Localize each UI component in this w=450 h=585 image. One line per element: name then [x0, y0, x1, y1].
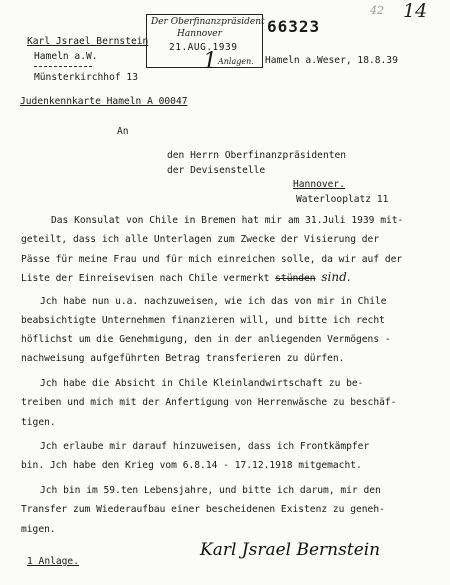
body-line: Jch bin im 59.ten Lebensjahre, und bitte ich darum, mir den — [40, 485, 381, 496]
body-line: Jch erlaube mir darauf hinzuweisen, dass ich Frontkämpfer — [40, 441, 370, 452]
body-line: beabsichtigte Unternehmen finanzieren will, und bitte ich recht — [21, 315, 385, 326]
stamp-count: 1 — [203, 49, 217, 74]
body-line: treiben und mich mit der Anfertigung von Herrenwäsche zu beschäf- — [21, 397, 397, 408]
sender-city: Hameln a.W. — [34, 51, 98, 62]
body-line: bin. Jch habe den Krieg vom 6.8.14 - 17.12.1918 mitgemacht. — [21, 460, 362, 471]
stamp-authority: Der Oberfinanzpräsident — [151, 17, 265, 27]
body-line: migen. — [21, 524, 56, 535]
id-card-line: Judenkennkarte Hameln A 00047 — [20, 96, 188, 107]
handwritten-correction: sind. — [321, 270, 351, 284]
stamp-attachments: Anlagen. — [218, 57, 254, 66]
body-line: tigen. — [21, 417, 56, 428]
body-line: Pässe für meine Frau und für mich einreichen solle, da wir auf der — [21, 254, 403, 265]
body-line: Das Konsulat von Chile in Bremen hat mir am 31.Juli 1939 mit- — [51, 215, 404, 226]
recipient-line1: den Herrn Oberfinanzpräsidenten — [167, 150, 347, 161]
body-line: nachweisung aufgeführten Betrag transferieren zu dürfen. — [21, 353, 345, 364]
body-line-with-correction — [21, 272, 351, 284]
body-line: geteilt, dass ich alle Unterlagen zum Zwecke der Visierung der — [21, 234, 380, 245]
enclosure-note: 1 Anlage. — [27, 556, 79, 567]
divider — [34, 66, 92, 67]
body-text: Liste der Einreisevisen nach Chile vermerkt — [21, 273, 270, 284]
sender-street: Münsterkirchhof 13 — [34, 72, 138, 83]
pencil-annotation: 42 — [370, 4, 384, 17]
place-date: Hameln a.Weser, 18.8.39 — [265, 55, 398, 66]
signature: Karl Jsrael Bernstein — [200, 540, 381, 560]
body-line: Jch habe nun u.a. nachzuweisen, wie ich das von mir in Chile — [40, 296, 387, 307]
recipient-street: Waterlooplatz 11 — [296, 194, 389, 205]
recipient-line2: der Devisenstelle — [167, 165, 266, 176]
body-line: Jch habe die Absicht in Chile Kleinlandwirtschaft zu be- — [40, 378, 364, 389]
body-line: höflichst um die Genehmigung, den in der anliegenden Vermögens - — [21, 334, 391, 345]
stamp-date: 21.AUG.1939 — [169, 42, 238, 53]
folio-number: 14 — [403, 0, 428, 22]
stamp-city: Hannover — [177, 29, 222, 39]
sender-name: Karl Jsrael Bernstein — [27, 36, 149, 47]
reference-number: 66323 — [267, 17, 321, 36]
body-line: Transfer zum Wiederaufbau einer bescheidenen Existenz zu geneh- — [21, 504, 385, 515]
recipient-prefix: An — [117, 126, 129, 137]
struck-word: stünden — [275, 273, 316, 284]
receipt-stamp — [146, 14, 265, 74]
recipient-city: Hannover. — [293, 179, 345, 190]
